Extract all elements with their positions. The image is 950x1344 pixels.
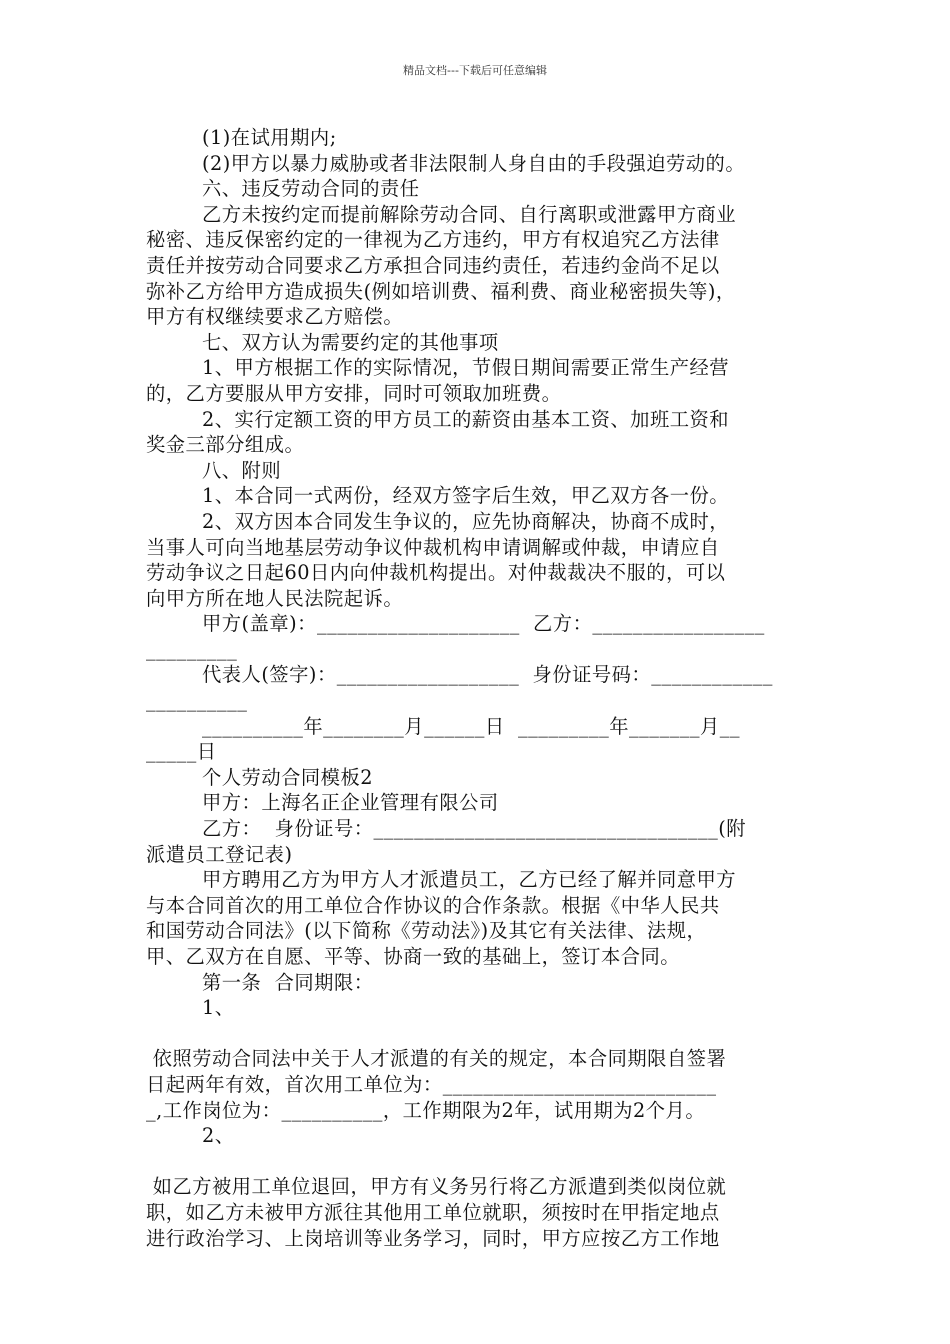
text-line: 劳动争议之日起60日内向仲裁机构提出。对仲裁裁决不服的，可以 [146,561,726,585]
text-line: (2)甲方以暴力威胁或者非法限制人身自由的手段强迫劳动的。 [202,151,746,175]
text-line: __________ [146,689,248,713]
text-line: 代表人(签字)：__________________ 身份证号码：____________ [202,663,773,687]
text-line: 的，乙方要服从甲方安排，同时可领取加班费。 [146,381,562,405]
text-line: 个人劳动合同模板2 [202,765,374,789]
text-line: 依照劳动合同法中关于人才派遣的有关的规定，本合同期限自签署 [146,1047,727,1071]
text-line: 甲方(盖章)：____________________ 乙方：_________________ [202,612,765,636]
text-line: 乙方： 身份证号：__________________________________(附 [202,817,747,841]
text-line: 责任并按劳动合同要求乙方承担合同违约责任，若违约金尚不足以 [146,253,720,277]
text-line: 六、违反劳动合同的责任 [202,177,420,201]
blank-line [146,1021,816,1047]
text-line: 派遣员工登记表) [146,842,293,866]
text-line: 八、附则 [202,458,282,482]
text-line: 进行政治学习、上岗培训等业务学习，同时，甲方应按乙方工作地 [146,1226,720,1250]
text-line: 职，如乙方未被甲方派往其他用工单位就职，须按时在甲指定地点 [146,1200,720,1224]
text-line: 1、 [202,996,235,1020]
text-line: 甲、乙双方在自愿、平等、协商一致的基础上，签订本合同。 [146,945,681,968]
text-line: 秘密、违反保密约定的一律视为乙方违约，甲方有权追究乙方法律 [146,228,720,252]
text-line: 2、 [202,1124,235,1148]
text-line: 奖金三部分组成。 [146,433,305,457]
text-line: 1、甲方根据工作的实际情况，节假日期间需要正常生产经营 [202,356,730,380]
text-line: _____日 [146,740,217,764]
text-line: _________ [146,637,238,661]
text-line: 2、双方因本合同发生争议的，应先协商解决，协商不成时， [202,509,730,533]
text-line: 如乙方被用工单位退回，甲方有义务另行将乙方派遣到类似岗位就 [146,1175,727,1199]
text-line: 乙方未按约定而提前解除劳动合同、自行离职或泄露甲方商业 [202,202,737,226]
document-body [146,125,816,1251]
text-line: 弥补乙方给甲方造成损失(例如培训费、福利费、商业秘密损失等)， [146,279,736,303]
text-line: _,工作岗位为：__________，工作期限为2年，试用期为2个月。 [146,1098,706,1122]
text-line: 和国劳动合同法》(以下简称《劳动法》)及其它有关法律、法规， [146,919,707,943]
text-line: 日起两年有效，首次用工单位为：___________________________ [146,1072,717,1096]
text-line: 甲方：上海名正企业管理有限公司 [202,791,499,815]
text-line: 当事人可向当地基层劳动争议仲裁机构申请调解或仲裁，申请应自 [146,535,720,559]
text-line: 向甲方所在地人民法院起诉。 [146,586,404,610]
text-line: __________年________月______日 _________年_______月__ [202,714,741,738]
text-line: 甲方有权继续要求乙方赔偿。 [146,305,404,329]
blank-line [146,1149,816,1175]
text-line: 甲方聘用乙方为甲方人才派遣员工，乙方已经了解并同意甲方 [202,868,737,892]
text-line: 与本合同首次的用工单位合作协议的合作条款。根据《中华人民共 [146,893,720,917]
text-line: 第一条 合同期限： [202,970,374,994]
page-header: 精品文档---下载后可任意编辑 [403,64,547,77]
text-line: 2、实行定额工资的甲方员工的薪资由基本工资、加班工资和 [202,407,730,431]
text-line: 1、本合同一式两份，经双方签字后生效，甲乙双方各一份。 [202,484,730,508]
text-line: 七、双方认为需要约定的其他事项 [202,330,499,354]
text-line: (1)在试用期内; [202,126,337,149]
